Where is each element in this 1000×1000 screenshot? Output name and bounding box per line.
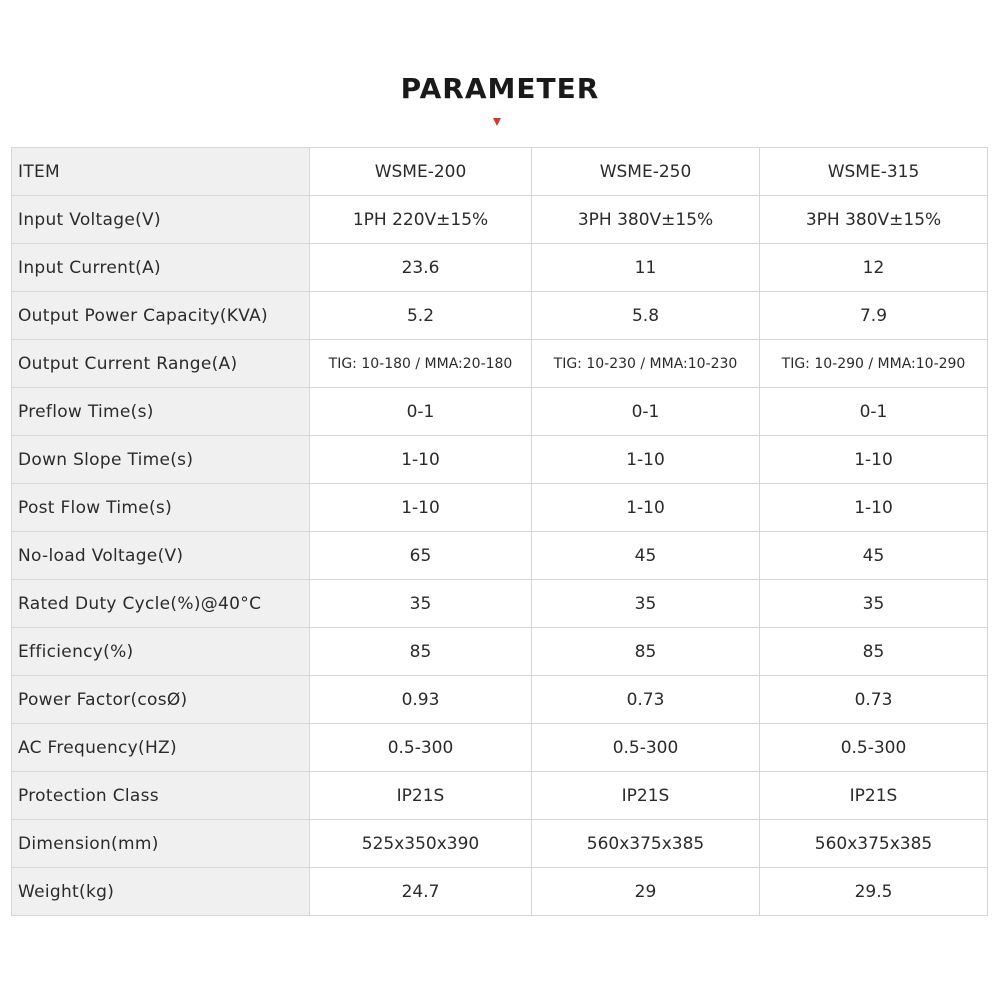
table-row [12,580,988,628]
table-cell: 1-10 [310,436,532,484]
table-cell: 1-10 [310,484,532,532]
table-cell: 0.5-300 [310,724,532,772]
column-header: WSME-315 [760,148,988,196]
table-row [12,388,988,436]
table-cell: 0-1 [760,388,988,436]
table-cell: 29.5 [760,868,988,916]
column-header: WSME-200 [310,148,532,196]
table-row [12,244,988,292]
table-cell: 12 [760,244,988,292]
table-row [12,820,988,868]
table-row [12,292,988,340]
triangle-down-icon [493,118,501,126]
column-header: ITEM [12,148,310,196]
table-cell: 65 [310,532,532,580]
row-label: Power Factor(cosØ) [12,676,310,724]
table-cell: TIG: 10-290 / MMA:10-290 [760,340,988,388]
table-cell: 5.2 [310,292,532,340]
table-cell: 0.73 [532,676,760,724]
table-cell: 23.6 [310,244,532,292]
table-header-row [12,148,988,196]
row-label: Output Power Capacity(KVA) [12,292,310,340]
table-cell: 1-10 [532,436,760,484]
table-cell: TIG: 10-180 / MMA:20-180 [310,340,532,388]
table-cell: 29 [532,868,760,916]
row-label: Preflow Time(s) [12,388,310,436]
table-cell: 45 [532,532,760,580]
table-cell: 35 [532,580,760,628]
table-cell: 35 [760,580,988,628]
table-cell: 85 [532,628,760,676]
row-label: Weight(kg) [12,868,310,916]
table-cell: 3PH 380V±15% [532,196,760,244]
table-cell: TIG: 10-230 / MMA:10-230 [532,340,760,388]
column-header: WSME-250 [532,148,760,196]
table-row [12,340,988,388]
table-cell: 1-10 [760,484,988,532]
table-cell: 85 [310,628,532,676]
table-row [12,436,988,484]
table-row [12,724,988,772]
table-cell: 525x350x390 [310,820,532,868]
row-label: Input Voltage(V) [12,196,310,244]
table-cell: 0.73 [760,676,988,724]
page-title: PARAMETER [400,72,600,105]
row-label: Dimension(mm) [12,820,310,868]
table-cell: IP21S [532,772,760,820]
table-cell: 35 [310,580,532,628]
table-cell: 45 [760,532,988,580]
table-cell: 1-10 [532,484,760,532]
table-cell: 3PH 380V±15% [760,196,988,244]
table-cell: 1-10 [760,436,988,484]
row-label: No-load Voltage(V) [12,532,310,580]
row-label: Protection Class [12,772,310,820]
table-row [12,868,988,916]
table-row [12,676,988,724]
row-label: Rated Duty Cycle(%)@40°C [12,580,310,628]
table-cell: 5.8 [532,292,760,340]
table-cell: 0.5-300 [760,724,988,772]
table-cell: 0-1 [532,388,760,436]
table-row [12,196,988,244]
table-row [12,484,988,532]
table-cell: IP21S [760,772,988,820]
table-row [12,772,988,820]
table-cell: 0.5-300 [532,724,760,772]
table-cell: 24.7 [310,868,532,916]
parameter-table [11,147,988,916]
table-row [12,532,988,580]
table-cell: 11 [532,244,760,292]
table-cell: 85 [760,628,988,676]
table-cell: 560x375x385 [760,820,988,868]
row-label: Efficiency(%) [12,628,310,676]
table-row [12,628,988,676]
table-cell: 560x375x385 [532,820,760,868]
row-label: Input Current(A) [12,244,310,292]
row-label: Down Slope Time(s) [12,436,310,484]
table-cell: 1PH 220V±15% [310,196,532,244]
row-label: Post Flow Time(s) [12,484,310,532]
table-cell: 0-1 [310,388,532,436]
row-label: AC Frequency(HZ) [12,724,310,772]
row-label: Output Current Range(A) [12,340,310,388]
table-cell: IP21S [310,772,532,820]
table-cell: 7.9 [760,292,988,340]
table-cell: 0.93 [310,676,532,724]
